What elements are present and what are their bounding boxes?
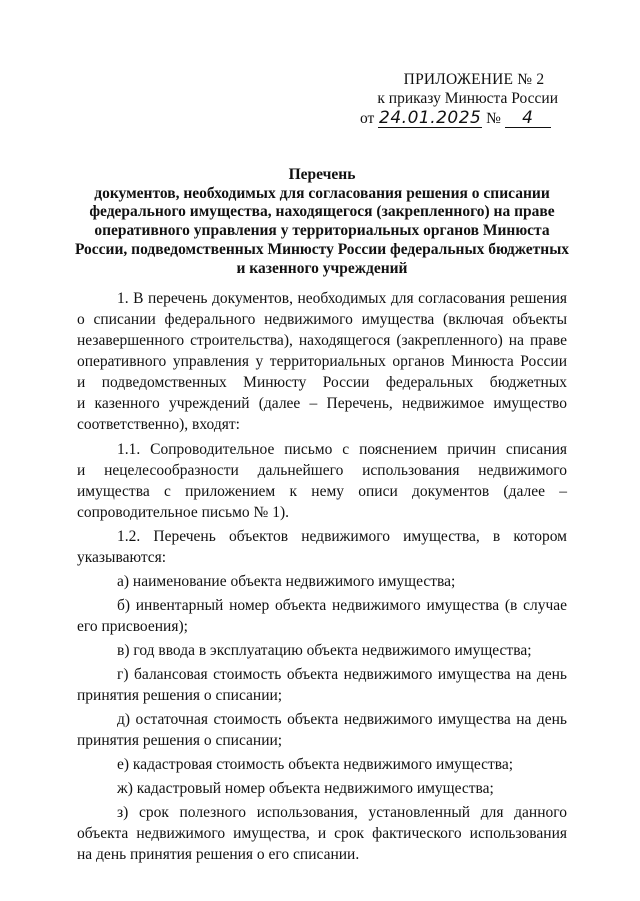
body-line: б) инвентарный номер объекта недвижимого имущества (в случае	[117, 597, 567, 614]
body-line: сопроводительное письмо № 1).	[77, 504, 289, 521]
body-line: незавершенного строительства), находящегося (закрепленного) на праве	[77, 332, 567, 349]
body-line: з) срок полезного использования, установленный для данного	[117, 804, 567, 821]
body-line: и подведомственных Минюсту России федеральных бюджетных	[77, 374, 567, 391]
title-line: оперативного управления у территориальных органов Минюста	[94, 222, 550, 240]
body-line: в) год ввода в эксплуатацию объекта недвижимого имущества;	[117, 642, 532, 659]
title-line: России, подведомственных Минюсту России федеральных бюджетных	[74, 240, 570, 258]
body-line: 1. В перечень документов, необходимых для согласования решения	[117, 290, 567, 307]
body-line: указываются:	[77, 549, 167, 566]
title-line: и казенного учреждений	[236, 259, 408, 277]
handwritten-date: 24.01.2025	[379, 108, 482, 128]
body-line: ж) кадастровый номер объекта недвижимого имущества;	[117, 780, 494, 797]
title-line: документов, необходимых для согласования решения о списании	[94, 184, 550, 202]
title-line: Перечень	[288, 166, 356, 183]
body-line: и казенного учреждений (далее – Перечень, недвижимое имущество	[77, 395, 567, 412]
date-prefix: от	[360, 110, 375, 127]
body-line: и нецелесообразности дальнейшего использования недвижимого	[77, 462, 567, 479]
order-date-line	[360, 109, 570, 128]
number-sign: №	[486, 110, 501, 127]
body-line: 1.2. Перечень объектов недвижимого имущества, в котором	[117, 528, 567, 545]
body-line: д) остаточная стоимость объекта недвижимого имущества на день	[117, 711, 567, 728]
title-line: федерального имущества, находящегося (закрепленного) на праве	[89, 203, 555, 221]
body-line: соответственно), входят:	[77, 416, 240, 433]
body-line: о списании федерального недвижимого имущества (включая объекты	[77, 311, 567, 328]
body-line: оперативного управления у территориальных органов Минюста России	[77, 353, 567, 370]
body-line: объекта недвижимого имущества, и срок фактического использования	[77, 825, 567, 842]
document-title	[70, 166, 574, 278]
order-reference: к приказу Минюста России	[377, 90, 558, 107]
handwritten-number: 4	[505, 110, 551, 128]
appendix-header	[360, 70, 570, 128]
body-line: 1.1. Сопроводительное письмо с пояснением причин списания	[117, 441, 567, 458]
body-line: е) кадастровая стоимость объекта недвижимого имущества;	[117, 756, 514, 773]
body-line: г) балансовая стоимость объекта недвижимого имущества на день	[117, 666, 567, 683]
body-line: его присвоения);	[77, 618, 188, 635]
body-line: принятия решения о списании;	[77, 687, 283, 704]
appendix-number: ПРИЛОЖЕНИЕ № 2	[403, 71, 545, 88]
body-line: принятия решения о списании;	[77, 732, 283, 749]
body-line: имущества с приложением к нему описи документов (далее –	[77, 483, 567, 500]
body-line: а) наименование объекта недвижимого имущества;	[117, 573, 456, 590]
body-line: на день принятия решения о его списании.	[77, 846, 360, 863]
